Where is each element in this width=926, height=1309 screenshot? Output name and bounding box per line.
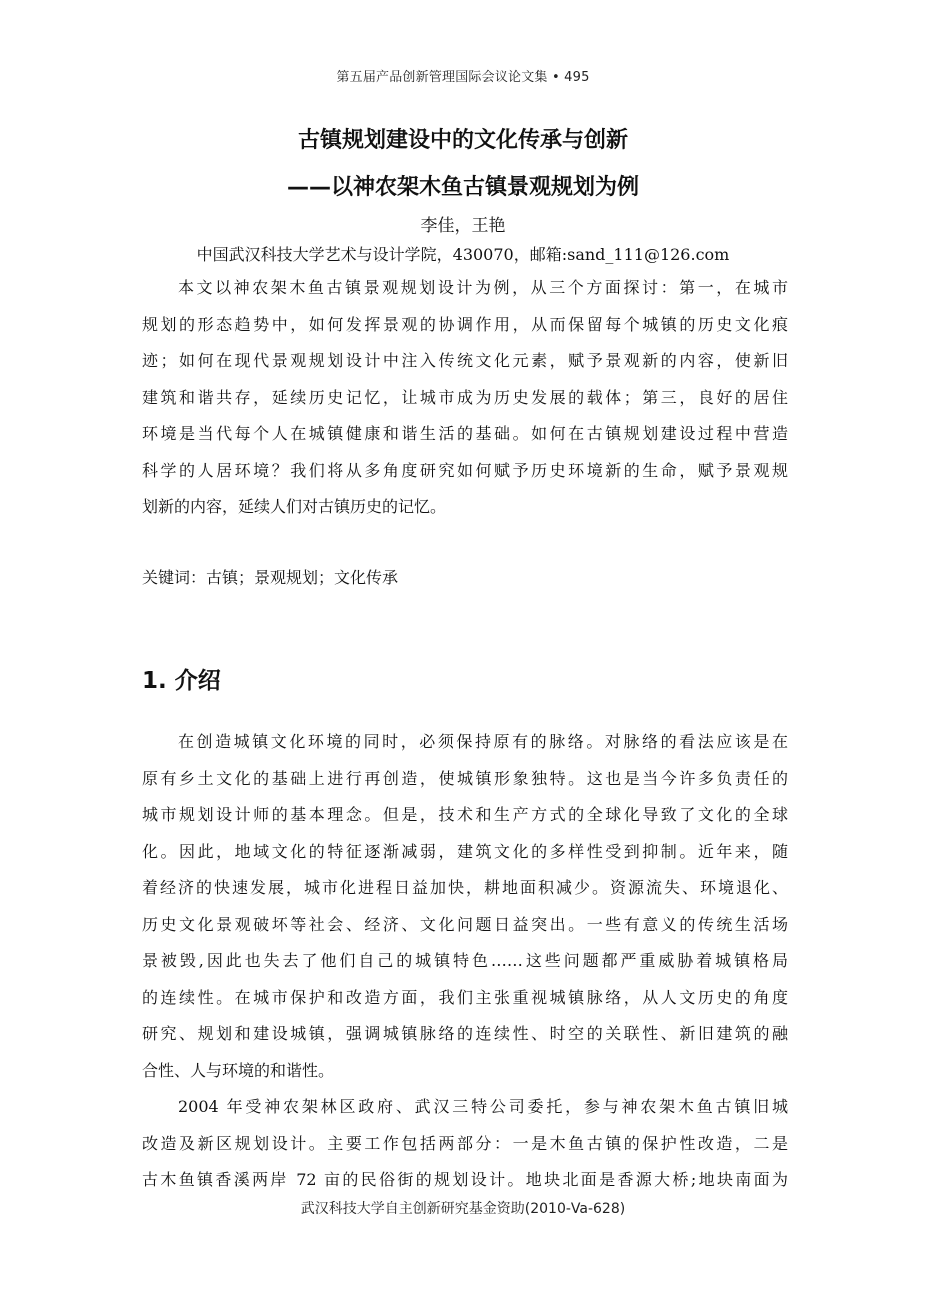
introduction-paragraph: [142, 724, 788, 1089]
project-paragraph: [142, 1089, 788, 1199]
abstract-line: 环境是当代每个人在城镇健康和谐生活的基础。如何在古镇规划建设过程中营造: [142, 424, 788, 443]
body-line: 的连续性。在城市保护和改造方面，我们主张重视城镇脉络，从人文历史的角度: [142, 987, 788, 1007]
paper-title: 古镇规划建设中的文化传承与创新: [297, 128, 628, 153]
running-head: 第五届产品创新管理国际会议论文集 • 495: [336, 70, 590, 85]
body-line: 景被毁,因此也失去了他们自己的城镇特色……这些问题都严重威胁着城镇格局: [142, 951, 788, 970]
abstract: [142, 270, 788, 526]
body-line: 研究、规划和建设城镇，强调城镇脉络的连续性、时空的关联性、新旧建筑的融: [142, 1024, 788, 1043]
author-affiliation: 中国武汉科技大学艺术与设计学院，430070，邮箱:sand_111@126.com: [196, 245, 730, 264]
body-line: 在创造城镇文化环境的同时，必须保持原有的脉络。对脉络的看法应该是在: [178, 732, 788, 751]
body-line: 着经济的快速发展，城市化进程日益加快，耕地面积减少。资源流失、环境退化、: [142, 878, 788, 897]
keywords: 关键词：古镇；景观规划；文化传承: [142, 568, 399, 587]
body-line: 古木鱼镇香溪两岸 72 亩的民俗街的规划设计。地块北面是香源大桥;地块南面为: [142, 1170, 788, 1189]
abstract-line: 划新的内容，延续人们对古镇历史的记忆。: [142, 497, 447, 516]
funding-footnote: 武汉科技大学自主创新研究基金资助(2010-Va-628): [300, 1201, 626, 1217]
body-line: 2004 年受神农架林区政府、武汉三特公司委托，参与神农架木鱼古镇旧城: [178, 1097, 788, 1116]
body-line: 合性、人与环境的和谐性。: [142, 1060, 335, 1080]
section-heading-introduction: 1. 介绍: [142, 668, 221, 694]
abstract-line: 本文以神农架木鱼古镇景观规划设计为例，从三个方面探讨：第一，在城市: [178, 278, 788, 297]
body-line: 原有乡土文化的基础上进行再创造，使城镇形象独特。这也是当今许多负责任的: [142, 768, 788, 788]
body-line: 改造及新区规划设计。主要工作包括两部分：一是木鱼古镇的保护性改造，二是: [142, 1133, 788, 1153]
abstract-line: 科学的人居环境？我们将从多角度研究如何赋予历史环境新的生命，赋予景观规: [142, 460, 788, 480]
author-list: 李佳，王艳: [420, 216, 506, 236]
abstract-line: 建筑和谐共存，延续历史记忆，让城市成为历史发展的载体；第三，良好的居住: [142, 387, 788, 407]
body-line: 城市规划设计师的基本理念。但是，技术和生产方式的全球化导致了文化的全球: [142, 805, 788, 824]
body-line: 历史文化景观破坏等社会、经济、文化问题日益突出。一些有意义的传统生活场: [142, 914, 788, 934]
abstract-line: 规划的形态趋势中，如何发挥景观的协调作用，从而保留每个城镇的历史文化痕: [142, 314, 788, 334]
body-line: 化。因此，地域文化的特征逐渐减弱，建筑文化的多样性受到抑制。近年来，随: [142, 841, 788, 861]
paper-subtitle: ——以神农架木鱼古镇景观规划为例: [286, 175, 639, 200]
abstract-line: 迹；如何在现代景观规划设计中注入传统文化元素，赋予景观新的内容，使新旧: [142, 351, 788, 370]
